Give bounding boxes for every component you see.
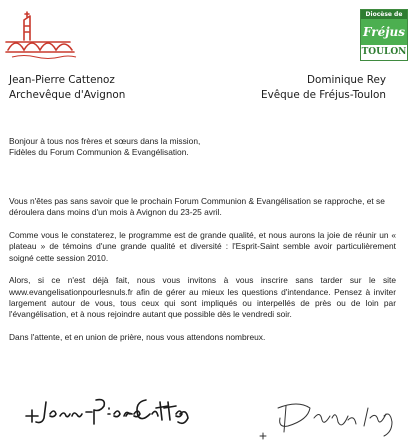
sender-left-title: Archevêque d'Avignon	[9, 89, 126, 101]
sender-right-name: Dominique Rey	[306, 74, 386, 86]
letter-body	[9, 136, 396, 354]
closing: Dans l'attente, et en union de prière, nous vous attendons nombreux.	[9, 331, 266, 342]
greeting	[9, 136, 396, 159]
sender-right-title: Evêque de Fréjus-Toulon	[261, 89, 386, 101]
greeting-line-2: Fidèles du Forum Communion & Evangélisation.	[9, 147, 189, 158]
sender-right	[261, 73, 386, 103]
paragraph-1: Vous n'êtes pas sans savoir que le prochain Forum Communion & Evangélisation se rapproche, et se déroulera dans moins d'un mois à Avignon du 23-25 avril.	[9, 196, 385, 218]
sender-left-name: Jean-Pierre Cattenoz	[9, 74, 115, 86]
signature-rey	[258, 396, 408, 442]
diocese-frejus-toulon-logo	[360, 9, 408, 61]
signature-cattenoz	[20, 392, 190, 430]
logo-top-text: Diocèse de	[361, 10, 407, 19]
paragraph-2: Comme vous le constaterez, le programme est de grande qualité, et nous aurons la joie de réunir un « plateau » de témoins d'une grande qualité et diversité : l'Esprit-Saint semble avoir particulièrement soigné cette session 2010.	[9, 230, 396, 263]
logo-mid-text: Fréjus	[361, 19, 407, 45]
logo-bottom-text: TOULON	[361, 47, 407, 57]
archdiocese-avignon-logo	[4, 10, 80, 62]
greeting-line-1: Bonjour à tous nos frères et sœurs dans la mission,	[9, 136, 201, 146]
sender-left	[9, 73, 125, 103]
paragraph-3: Alors, si ce n'est déjà fait, nous vous invitons à vous inscrire sans tarder sur le site www.evangelisationpourlesnuls.fr afin de gérer au mieux les questions d'intendance. Pensez à inviter largement autour de vous, tous ceux qui sont impliqués ou interpellés de près ou de loin par l'évangélisation, et à nous rejoindre autant que possible dès le vendredi soir.	[9, 275, 396, 320]
